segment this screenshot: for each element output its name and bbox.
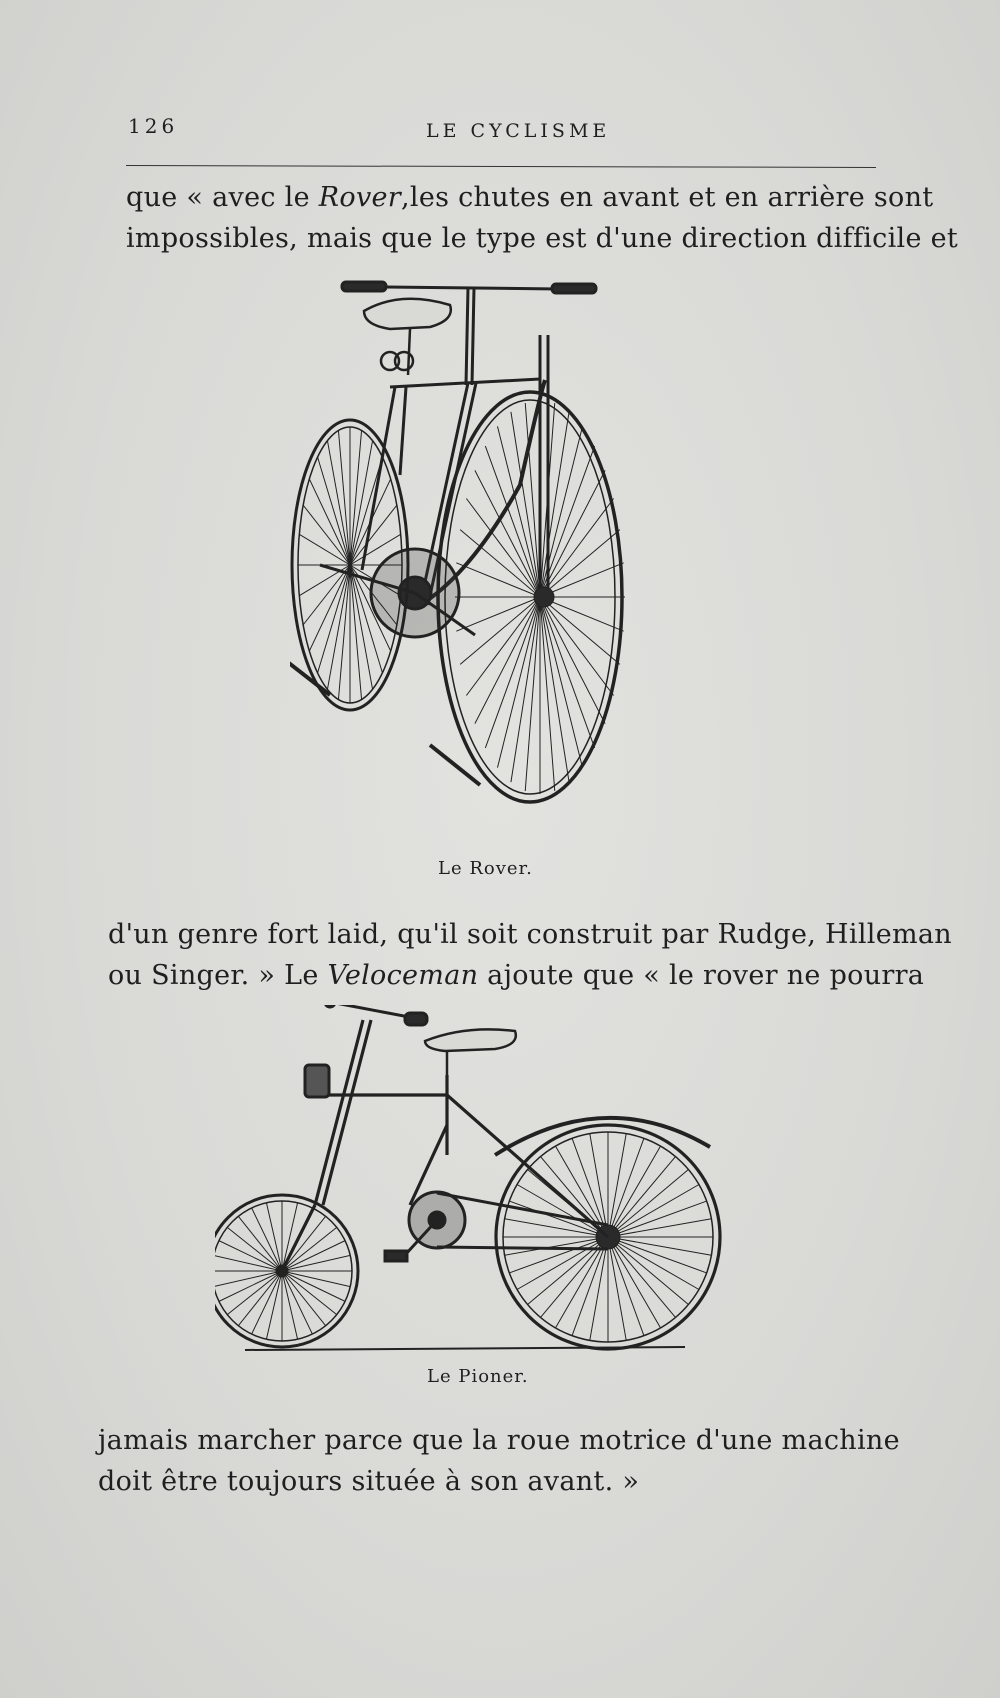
pioner-handlebar bbox=[305, 1005, 427, 1097]
header-rule bbox=[126, 165, 876, 168]
paragraph-2-line-2: ou Singer. » Le Veloceman ajoute que « le rover ne pourra bbox=[108, 960, 925, 991]
rover-illustration bbox=[290, 275, 680, 855]
pioner-saddle bbox=[425, 1029, 516, 1077]
paragraph-1 bbox=[126, 177, 959, 259]
pioner-front-wheel bbox=[215, 1195, 358, 1347]
rover-rear-wheel bbox=[292, 420, 408, 710]
rover-saddle bbox=[364, 299, 451, 375]
rover-front-wheel bbox=[438, 392, 625, 802]
rover-caption: Le Rover. bbox=[438, 858, 533, 879]
paragraph-2 bbox=[108, 914, 952, 996]
pioner-rear-wheel bbox=[495, 1118, 720, 1349]
pioner-caption: Le Pioner. bbox=[427, 1366, 529, 1387]
paragraph-2-line-1: d'un genre fort laid, qu'il soit construit par Rudge, Hilleman bbox=[108, 919, 952, 950]
italic-rover: Rover bbox=[318, 182, 401, 213]
paragraph-3-line-1: jamais marcher parce que la roue motrice d'une machine bbox=[98, 1425, 900, 1456]
italic-veloceman: Veloceman bbox=[327, 960, 479, 991]
paragraph-1-line-1: que « avec le Rover,les chutes en avant et en arrière sont bbox=[126, 182, 934, 213]
running-title: LE CYCLISME bbox=[426, 120, 611, 142]
rover-handlebar bbox=[342, 282, 596, 385]
paragraph-3-line-2: doit être toujours située à son avant. » bbox=[98, 1466, 640, 1497]
pioner-illustration bbox=[215, 1005, 740, 1365]
page-number: 126 bbox=[128, 114, 179, 138]
page-header bbox=[126, 112, 876, 146]
paragraph-1-line-2: impossibles, mais que le type est d'une direction difficile et bbox=[126, 223, 959, 254]
paragraph-3 bbox=[98, 1420, 900, 1502]
